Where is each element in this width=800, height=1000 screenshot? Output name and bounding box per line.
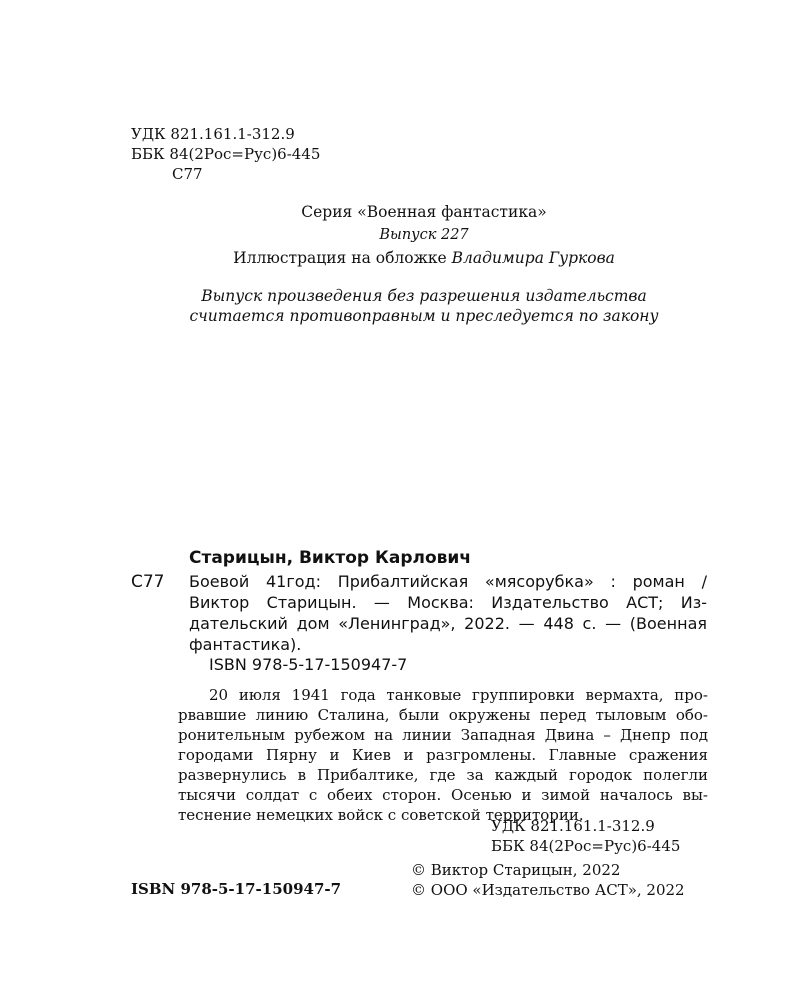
catalog-author-mark: С77 [131, 572, 165, 592]
classification-codes-top [131, 124, 320, 184]
warning-line-1: Выпуск произведения без разрешения издательства [201, 287, 647, 305]
catalog-author: Старицын, Виктор Карлович [189, 548, 472, 568]
classification-codes-bottom [491, 816, 680, 856]
bbk-code: ББК 84(2Рос=Рус)6-445 [491, 837, 681, 855]
udk-code: УДК 821.161.1-312.9 [131, 125, 295, 143]
udk-code: УДК 821.161.1-312.9 [491, 817, 655, 835]
biblio-line: Боевой 41год: Прибалтийская «мясорубка» : роман / [189, 572, 707, 591]
copyright-author: © Виктор Старицын, 2022 [411, 861, 621, 879]
annotation-line: теснение немецких войск с советской территории. [178, 806, 584, 824]
illustration-credit [0, 249, 800, 267]
annotation-line: тысячи солдат с обеих сторон. Осенью и зимой началось вы- [178, 786, 708, 804]
catalog-isbn: ISBN 978-5-17-150947-7 [209, 655, 408, 674]
biblio-line: дательский дом «Ленинград», 2022. — 448 с. — (Военная [189, 614, 707, 633]
copyright-notices [411, 860, 685, 900]
annotation-line: городами Пярну и Киев и разгромлены. Главные сражения [178, 746, 708, 764]
illustrator-name: Владимира Гуркова [451, 249, 615, 267]
biblio-line: Виктор Старицын. — Москва: Издательство АСТ; Из- [189, 593, 707, 612]
book-annotation [178, 685, 708, 825]
author-mark: С77 [172, 165, 203, 183]
biblio-line: фантастика). [189, 635, 302, 654]
copyright-publisher: © ООО «Издательство АСТ», 2022 [411, 881, 685, 899]
annotation-line: рвавшие линию Сталина, были окружены перед тыловым обо- [178, 706, 708, 724]
series-issue: Выпуск 227 [379, 227, 469, 243]
illustration-prefix: Иллюстрация на обложке [233, 249, 452, 267]
bibliographic-description [189, 571, 707, 655]
annotation-line: 20 июля 1941 года танковые группировки вермахта, про- [209, 686, 708, 704]
footer-isbn: ISBN 978-5-17-150947-7 [131, 880, 342, 898]
annotation-line: развернулись в Прибалтике, где за каждый городок полегли [178, 766, 708, 784]
series-title: Серия «Военная фантастика» [301, 203, 547, 221]
warning-line-2: считается противоправным и преследуется по закону [189, 307, 659, 325]
copyright-warning [0, 286, 800, 326]
bbk-code: ББК 84(2Рос=Рус)6-445 [131, 145, 321, 163]
annotation-line: ронительным рубежом на линии Западная Двина – Днепр под [178, 726, 708, 744]
